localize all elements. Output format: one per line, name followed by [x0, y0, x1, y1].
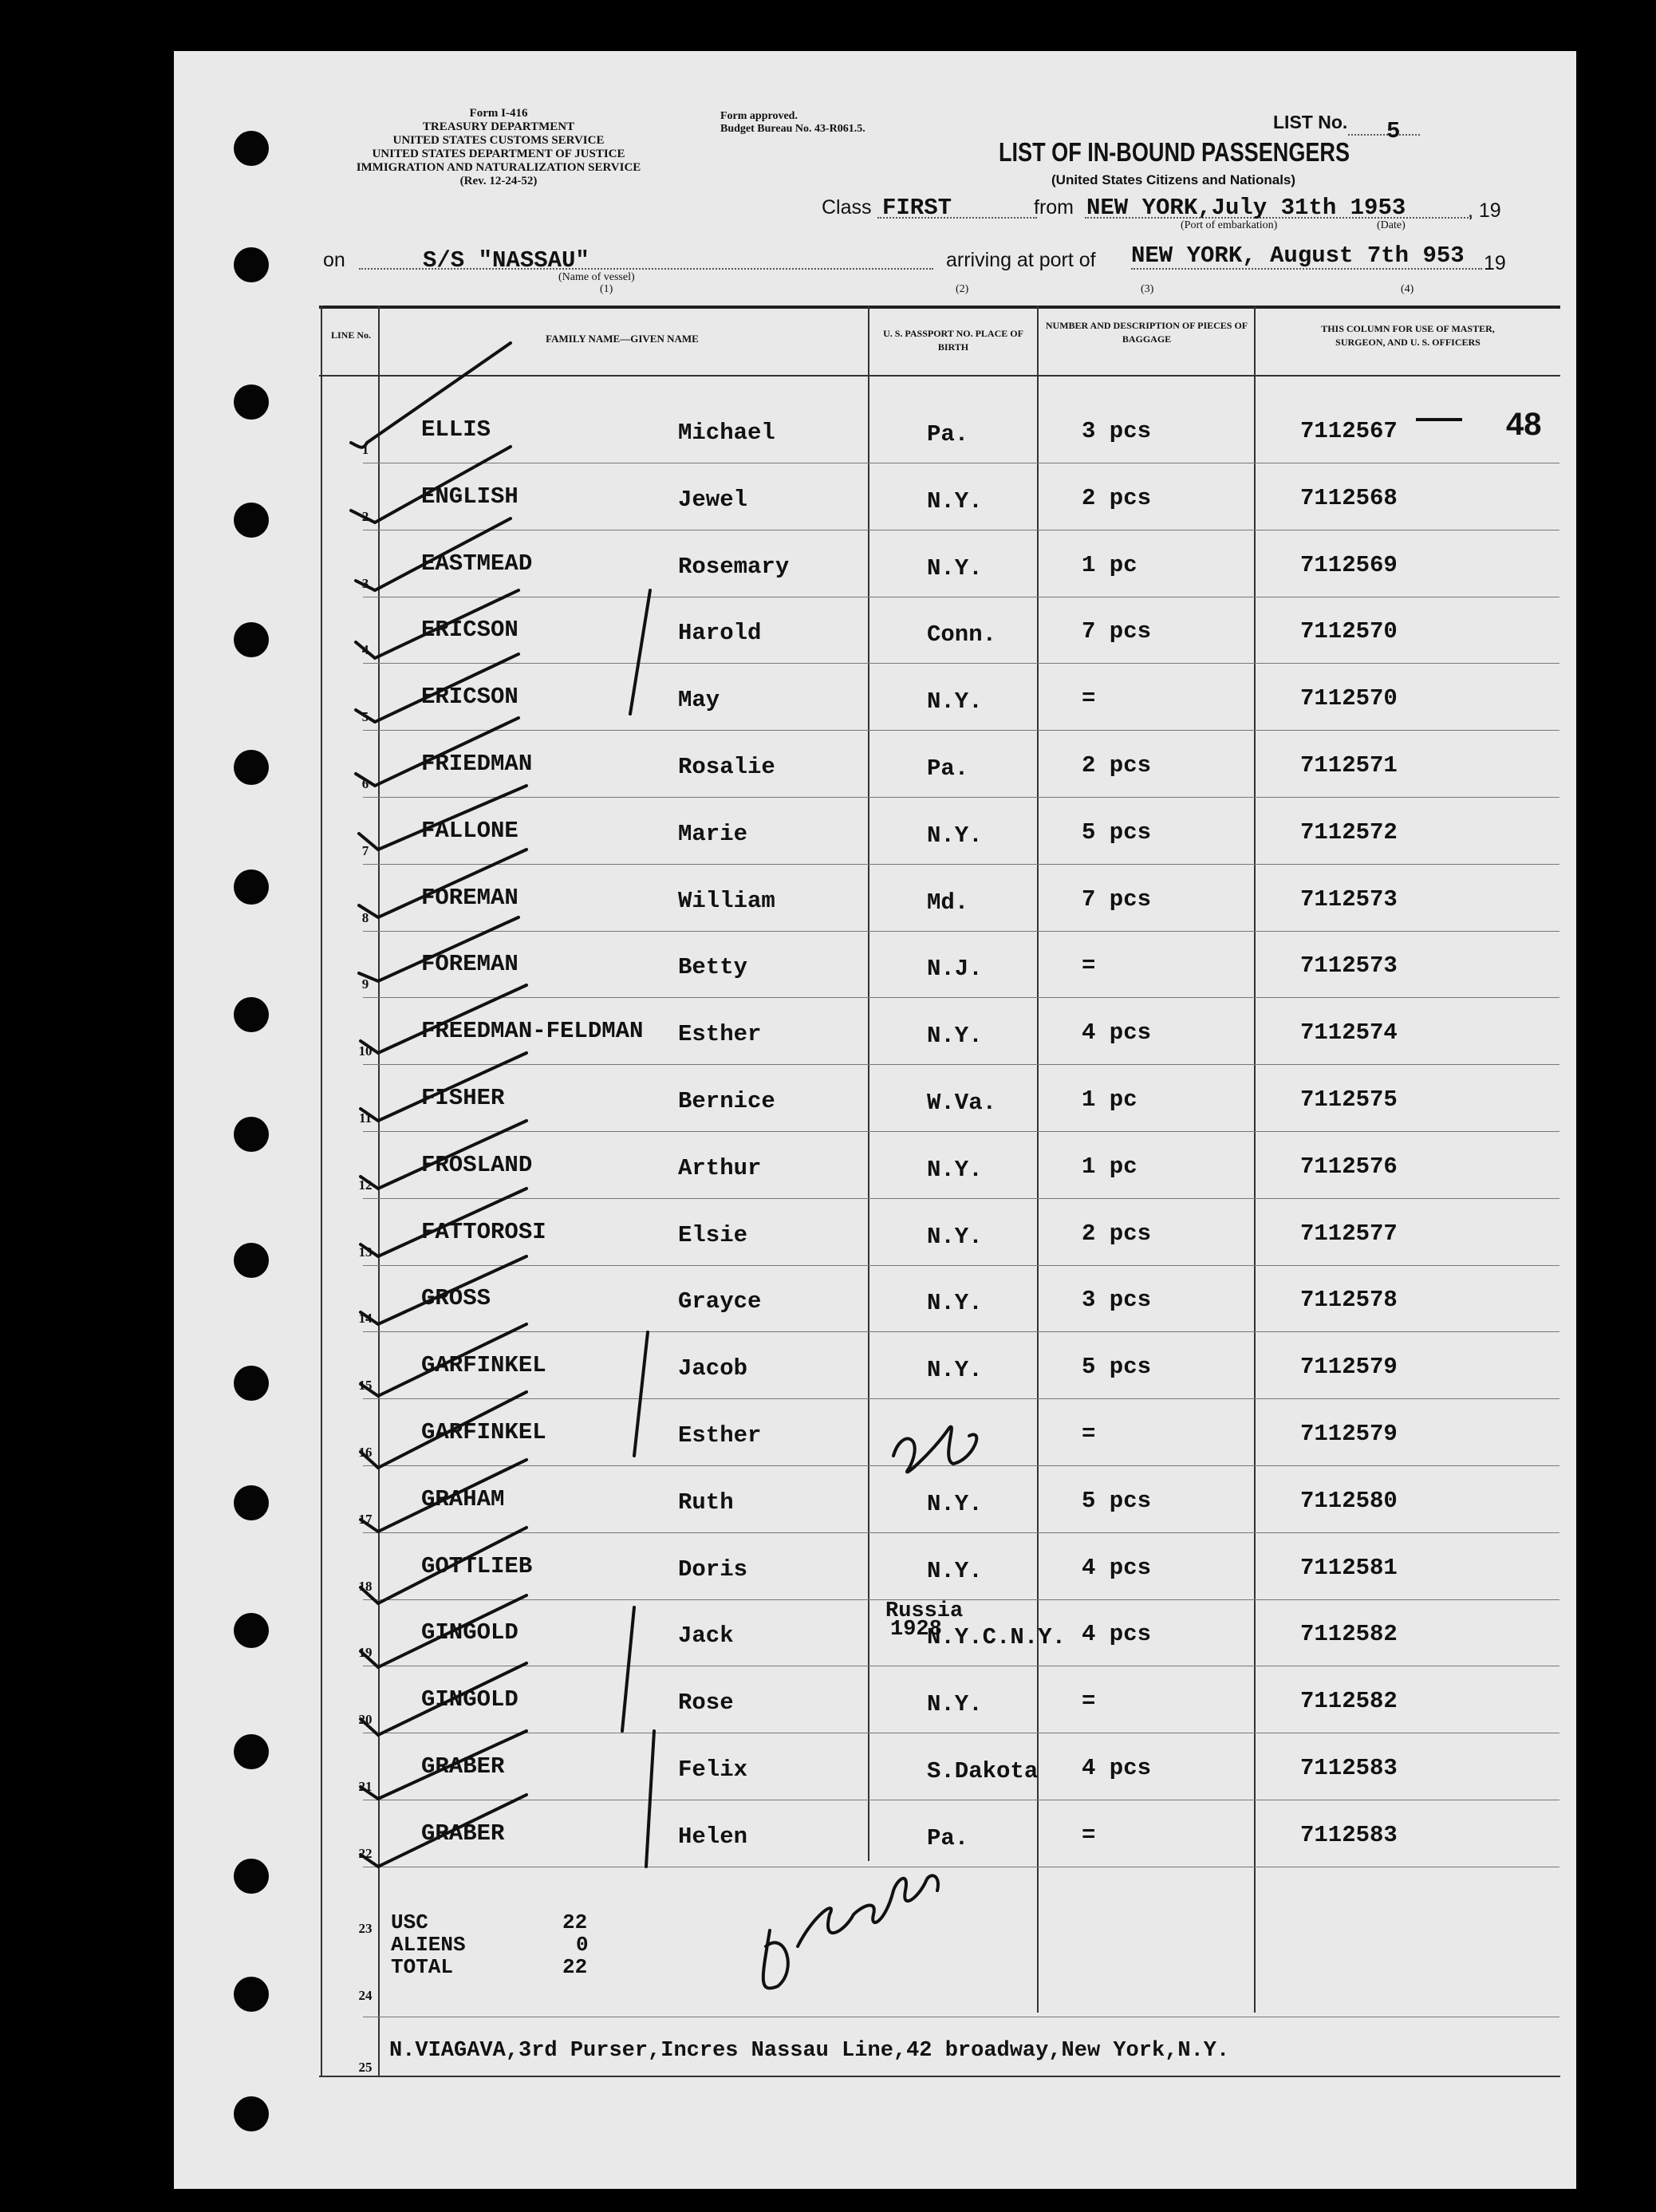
- family-name: GARFINKEL: [421, 1419, 546, 1445]
- baggage-count: 4 pcs: [1082, 1019, 1152, 1046]
- ticket-number: 7112580: [1300, 1488, 1398, 1514]
- family-name: GINGOLD: [421, 1686, 518, 1713]
- place-of-birth: N.Y.: [927, 555, 983, 582]
- col3-caption: (3): [1141, 283, 1154, 295]
- year-suffix: , 19: [1468, 199, 1501, 222]
- arriving-label: arriving at port of: [946, 249, 1096, 271]
- baggage-count: 1 pc: [1082, 1153, 1138, 1180]
- arriving-value: NEW YORK, August 7th 953: [1131, 242, 1465, 269]
- line-number: 3: [361, 576, 369, 591]
- line-number: 6: [361, 776, 369, 791]
- family-name: GRAHAM: [421, 1486, 505, 1512]
- line-number: 18: [358, 1579, 373, 1594]
- from-label: from: [1034, 196, 1074, 219]
- summary-total-value: 22: [562, 1955, 588, 1979]
- baggage-count: 1 pc: [1082, 552, 1138, 578]
- family-name: FOREMAN: [421, 885, 518, 911]
- given-name: Betty: [678, 954, 748, 980]
- ticket-number: 7112569: [1300, 552, 1398, 578]
- place-of-birth: W.Va.: [927, 1090, 997, 1116]
- baggage-count: =: [1082, 1822, 1096, 1848]
- family-name: FROSLAND: [421, 1152, 533, 1178]
- ticket-number: 7112582: [1300, 1621, 1398, 1647]
- place-of-birth: N.Y.: [927, 822, 983, 849]
- summary-usc-label: USC: [391, 1910, 428, 1934]
- family-name: GOTTLIEB: [421, 1553, 533, 1579]
- ticket-number: 7112581: [1300, 1555, 1398, 1581]
- place-of-birth: N.Y.: [927, 1691, 983, 1717]
- line-number: 16: [358, 1445, 373, 1460]
- summary-aliens-value: 0: [576, 1933, 589, 1957]
- col-header-baggage: NUMBER AND DESCRIPTION OF PIECES OF BAGGAGE: [1045, 320, 1248, 345]
- given-name: Rosalie: [678, 754, 775, 780]
- ticket-number: 7112571: [1300, 752, 1398, 779]
- given-name: Rosemary: [678, 554, 790, 580]
- class-value: FIRST: [882, 195, 952, 221]
- family-name: EASTMEAD: [421, 550, 533, 577]
- list-no-label: LIST No.: [1273, 112, 1348, 132]
- ticket-number: 7112583: [1300, 1822, 1398, 1848]
- given-name: Rose: [678, 1690, 734, 1716]
- baggage-count: =: [1082, 1421, 1096, 1447]
- document-subtitle: (United States Citizens and Nationals): [1051, 172, 1296, 187]
- port-embarkation-caption: (Port of embarkation): [1181, 219, 1278, 231]
- place-of-birth: S.Dakota: [927, 1758, 1039, 1784]
- baggage-count: =: [1082, 685, 1096, 712]
- given-name: Esther: [678, 1422, 762, 1449]
- family-name: GRABER: [421, 1820, 505, 1847]
- line-number: 25: [358, 2060, 373, 2075]
- place-of-birth: Md.: [927, 889, 969, 916]
- line-number: 9: [361, 976, 369, 992]
- ticket-number: 7112579: [1300, 1421, 1398, 1447]
- margin-number: 48: [1506, 407, 1542, 442]
- baggage-count: =: [1082, 1688, 1096, 1714]
- line-number: 11: [358, 1110, 373, 1126]
- family-name: GRABER: [421, 1753, 505, 1780]
- summary-usc-value: 22: [562, 1910, 588, 1934]
- line-number: 7: [361, 843, 369, 858]
- line-number: 24: [358, 1988, 373, 2003]
- baggage-count: 4 pcs: [1082, 1555, 1152, 1581]
- purser-footer: N.VIAGAVA,3rd Purser,Incres Nassau Line,42 broadway,New York,N.Y.: [389, 2039, 1230, 2063]
- summary-total-label: TOTAL: [391, 1955, 454, 1979]
- family-name: FATTOROSI: [421, 1219, 546, 1245]
- vessel-caption: (Name of vessel): [558, 271, 635, 283]
- col-header-officers: THIS COLUMN FOR USE OF MASTER, SURGEON, AND U. S. OFFICERS: [1321, 323, 1495, 348]
- ticket-number: 7112577: [1300, 1220, 1398, 1247]
- line-number: 1: [361, 442, 369, 457]
- line-number: 2: [361, 509, 369, 524]
- given-name: Ruth: [678, 1489, 734, 1516]
- ticket-number: 7112570: [1300, 685, 1398, 712]
- date-caption: (Date): [1377, 219, 1406, 231]
- from-value: NEW YORK,July 31th 1953: [1086, 195, 1406, 221]
- col1-caption: (1): [600, 283, 613, 295]
- given-name: Felix: [678, 1757, 748, 1783]
- baggage-count: 4 pcs: [1082, 1621, 1152, 1647]
- given-name: Marie: [678, 821, 748, 847]
- given-name: Doris: [678, 1556, 748, 1583]
- ticket-number: 7112574: [1300, 1019, 1398, 1046]
- ticket-number: 7112583: [1300, 1755, 1398, 1781]
- baggage-count: 2 pcs: [1082, 1220, 1152, 1247]
- ticket-number: 7112579: [1300, 1354, 1398, 1380]
- row19-birth-year: 1928: [890, 1618, 942, 1642]
- place-of-birth: N.Y.: [927, 488, 983, 515]
- family-name: FRIEDMAN: [421, 751, 533, 777]
- place-of-birth: N.Y.C.N.Y.: [927, 1624, 1067, 1650]
- on-label: on: [323, 249, 345, 271]
- baggage-count: 2 pcs: [1082, 752, 1152, 779]
- given-name: May: [678, 687, 720, 713]
- line-number: 20: [358, 1712, 373, 1727]
- family-name: ELLIS: [421, 416, 491, 443]
- family-name: GROSS: [421, 1285, 491, 1311]
- line-number: 23: [358, 1921, 373, 1936]
- place-of-birth: Pa.: [927, 421, 969, 448]
- given-name: William: [678, 888, 775, 914]
- baggage-count: 5 pcs: [1082, 1488, 1152, 1514]
- given-name: Michael: [678, 420, 775, 446]
- family-name: FISHER: [421, 1085, 505, 1111]
- col4-caption: (4): [1401, 283, 1414, 295]
- baggage-count: 2 pcs: [1082, 485, 1152, 511]
- family-name: FALLONE: [421, 818, 518, 844]
- given-name: Grayce: [678, 1288, 762, 1315]
- form-approval: Form approved. Budget Bureau No. 43-R061.5.: [720, 110, 865, 135]
- line-number: 21: [358, 1779, 373, 1794]
- family-name: FREEDMAN-FELDMAN: [421, 1018, 644, 1044]
- line-number: 4: [361, 642, 369, 657]
- given-name: Esther: [678, 1021, 762, 1047]
- ticket-number: 7112568: [1300, 485, 1398, 511]
- given-name: Jacob: [678, 1355, 748, 1382]
- place-of-birth: N.Y.: [927, 1290, 983, 1316]
- ticket-number: 7112572: [1300, 819, 1398, 846]
- baggage-count: 4 pcs: [1082, 1755, 1152, 1781]
- given-name: Elsie: [678, 1222, 748, 1248]
- given-name: Harold: [678, 620, 762, 646]
- family-name: FOREMAN: [421, 951, 518, 977]
- line-number: 22: [358, 1846, 373, 1861]
- baggage-count: 3 pcs: [1082, 1287, 1152, 1313]
- vessel-value: S/S "NASSAU": [423, 247, 589, 274]
- place-of-birth: Conn.: [927, 621, 997, 648]
- col-header-passport: U. S. PASSPORT NO. PLACE OF BIRTH: [883, 328, 1023, 353]
- given-name: Helen: [678, 1824, 748, 1850]
- family-name: GARFINKEL: [421, 1352, 546, 1378]
- ticket-number: 7112573: [1300, 952, 1398, 979]
- given-name: Bernice: [678, 1088, 775, 1114]
- ticket-number: 7112578: [1300, 1287, 1398, 1313]
- col2-caption: (2): [956, 283, 969, 295]
- class-label: Class: [822, 196, 872, 219]
- family-name: ERICSON: [421, 617, 518, 643]
- given-name: Arthur: [678, 1155, 762, 1181]
- row19-birth-country: Russia: [885, 1599, 964, 1623]
- col-header-line-no: LINE No.: [330, 329, 371, 341]
- place-of-birth: N.Y.: [927, 1558, 983, 1584]
- place-of-birth: N.Y.: [927, 1157, 983, 1183]
- family-name: ENGLISH: [421, 483, 518, 510]
- line-number: 5: [361, 709, 369, 724]
- baggage-count: 7 pcs: [1082, 886, 1152, 913]
- form-header-left: Form I-416 TREASURY DEPARTMENT UNITED STATES CUSTOMS SERVICE UNITED STATES DEPARTMENT OF JUSTICE IMMIGRATION AND NATURALIZATION SERVICE (Rev. 12-24-52): [356, 107, 641, 187]
- place-of-birth: N.Y.: [927, 1491, 983, 1517]
- line-number: 8: [361, 910, 369, 925]
- list-no-value: 5: [1386, 118, 1401, 144]
- place-of-birth: N.Y.: [927, 1357, 983, 1383]
- place-of-birth: N.Y.: [927, 1224, 983, 1250]
- line-number: 14: [358, 1311, 373, 1326]
- place-of-birth: N.Y.: [927, 1023, 983, 1049]
- family-name: GINGOLD: [421, 1619, 518, 1646]
- place-of-birth: N.Y.: [927, 688, 983, 715]
- line-number: 13: [358, 1244, 373, 1260]
- line-number: 15: [358, 1378, 373, 1393]
- baggage-count: 3 pcs: [1082, 418, 1152, 444]
- family-name: ERICSON: [421, 684, 518, 710]
- ticket-number: 7112576: [1300, 1153, 1398, 1180]
- baggage-count: 1 pc: [1082, 1086, 1138, 1113]
- line-number: 19: [358, 1645, 373, 1660]
- ticket-number: 7112573: [1300, 886, 1398, 913]
- given-name: Jack: [678, 1623, 734, 1649]
- place-of-birth: N.J.: [927, 956, 983, 982]
- ticket-number: 7112582: [1300, 1688, 1398, 1714]
- baggage-count: 5 pcs: [1082, 819, 1152, 846]
- col-header-name: FAMILY NAME—GIVEN NAME: [546, 333, 699, 345]
- line-number: 17: [358, 1512, 373, 1527]
- baggage-count: =: [1082, 952, 1096, 979]
- summary-aliens-label: ALIENS: [391, 1933, 466, 1957]
- ticket-number: 7112575: [1300, 1086, 1398, 1113]
- ticket-number: 7112570: [1300, 618, 1398, 645]
- place-of-birth: Pa.: [927, 1825, 969, 1851]
- year-suffix-2: 19: [1484, 252, 1506, 274]
- baggage-count: 5 pcs: [1082, 1354, 1152, 1380]
- baggage-count: 7 pcs: [1082, 618, 1152, 645]
- place-of-birth: Pa.: [927, 755, 969, 782]
- given-name: Jewel: [678, 487, 748, 513]
- document-title: LIST OF IN-BOUND PASSENGERS: [999, 137, 1350, 167]
- line-number: 12: [358, 1177, 373, 1193]
- ticket-number: 7112567: [1300, 418, 1398, 444]
- line-number: 10: [358, 1043, 373, 1059]
